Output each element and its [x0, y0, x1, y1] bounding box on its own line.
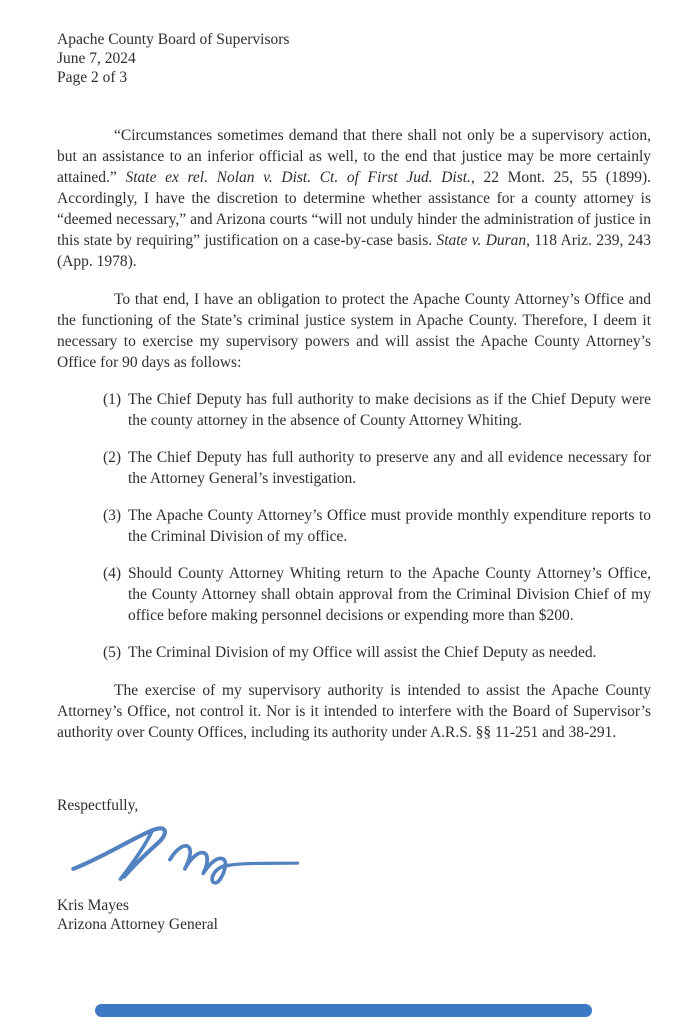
letter-header — [57, 30, 651, 87]
signature — [71, 822, 651, 892]
signature-ink — [71, 822, 301, 888]
bottom-scroll-indicator-bar[interactable] — [95, 1004, 592, 1017]
directive-item-2 — [103, 447, 651, 489]
obligation-paragraph: To that end, I have an obligation to protect the Apache County Attorney’s Office and the functioning of the State’s criminal justice system in Apache County. Therefore, I deem it necessary to exercise my supervisory powers and will assist the Apache County Attorney’s Office for 90 days as follows: — [57, 291, 651, 371]
directive-item-3 — [103, 505, 651, 547]
signature-block — [57, 896, 651, 934]
directive-text: The Chief Deputy has full authority to make decisions as if the Chief Deputy were the county attorney in the absence of County Attorney Whiting. — [128, 391, 651, 429]
header-recipient: Apache County Board of Supervisors — [57, 31, 290, 48]
directive-number: (1) — [103, 391, 122, 408]
directive-item-5 — [103, 642, 651, 663]
directive-number: (3) — [103, 507, 122, 524]
directive-number: (4) — [103, 565, 122, 582]
header-page-number: Page 2 of 3 — [57, 69, 128, 86]
signer-name: Kris Mayes — [57, 897, 129, 914]
directive-text: The Apache County Attorney’s Office must provide monthly expenditure reports to the Criminal Division of my office. — [128, 507, 651, 545]
directive-text: The Criminal Division of my Office will assist the Chief Deputy as needed. — [128, 644, 597, 661]
closing-paragraph: The exercise of my supervisory authority is intended to assist the Apache County Attorney’s Office, not control it. Nor is it intended to interfere with the Board of Supervisor’s authority over County Offices, including its authority under A.R.S. §§ 11-251 and 38-291. — [57, 682, 651, 741]
directives-list — [57, 389, 651, 663]
directive-text: Should County Attorney Whiting return to the Apache County Attorney’s Office, the County Attorney shall obtain approval from the Criminal Division Chief of my office before making personnel decisions or expending more than $200. — [128, 565, 651, 624]
opening-quote-paragraph: “Circumstances sometimes demand that there shall not only be a supervisory action, but an assistance to an inferior official as well, to the end that justice may be more certainly attained.” State ex rel. Nolan v. Dist. Ct. of First Jud. Dist., 22 Mont. 25, 55 (1899). Accordingly, I have the discretion to determine whether assistance for a county attorney is “deemed necessary,” and Arizona courts “will not unduly hinder the administration of justice in this state by requiring” justification on a case-by-case basis. State v. Duran, 118 Ariz. 239, 243 (App. 1978). — [57, 127, 651, 270]
directive-item-1 — [103, 389, 651, 431]
directive-number: (5) — [103, 644, 122, 661]
directive-number: (2) — [103, 449, 122, 466]
valediction: Respectfully, — [57, 797, 139, 814]
directive-text: The Chief Deputy has full authority to preserve any and all evidence necessary for the Attorney General’s investigation. — [128, 449, 651, 487]
directive-item-4 — [103, 563, 651, 626]
header-date: June 7, 2024 — [57, 50, 136, 67]
signer-title: Arizona Attorney General — [57, 916, 218, 933]
